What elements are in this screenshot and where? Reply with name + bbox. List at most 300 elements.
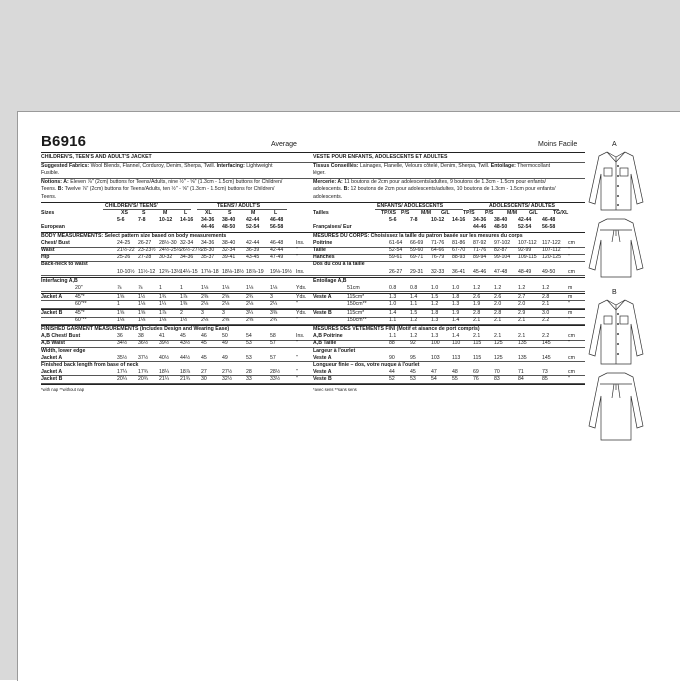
size-2: M <box>163 209 168 216</box>
back-length-b-value: 30 <box>201 375 207 382</box>
finished-waist-value: 49 <box>222 340 228 347</box>
jacket-b-yardage-unit: Yds. <box>296 310 307 316</box>
european-size-0: 44-46 <box>201 223 215 230</box>
finished-chest-label: A,B Poitrine <box>313 333 343 340</box>
back-length-b-value: 83 <box>494 375 500 382</box>
size-0: TP/XS <box>381 209 396 216</box>
body-row-value: 120-125 <box>542 254 562 261</box>
body-row-value: 42-44 <box>246 240 260 247</box>
jacket-a-yardage-value: 1¼ <box>159 300 167 307</box>
back-neck-row-value: 36-41 <box>452 268 466 275</box>
back-length-b-value: 84 <box>518 375 524 382</box>
finished-chest-value: 1.2 <box>410 333 418 340</box>
finished-width-value: 90 <box>389 354 395 361</box>
fabric-width: 60"** <box>75 300 87 307</box>
jacket-b-yardage-unit: m <box>568 310 573 316</box>
size-7: G/L <box>529 209 538 216</box>
finished-width-value: 49 <box>222 354 228 361</box>
jacket-b-back-drawing <box>585 370 647 444</box>
body-row-value: 26-27 <box>138 240 152 247</box>
finished-chest-value: 2.1 <box>518 333 526 340</box>
body-row-unit: " <box>296 247 298 254</box>
garment-title: VESTE POUR ENFANTS, ADOLESCENTS ET ADULTES <box>313 154 448 160</box>
jacket-b-yardage-value: 2.1 <box>473 317 481 324</box>
size-range-3: 14-16 <box>180 216 194 223</box>
back-length-b-value: 85 <box>542 375 548 382</box>
interfacing-row-value: 1⅛ <box>246 284 254 291</box>
european-size-3: 56-58 <box>270 223 284 230</box>
interfacing-row-value: 1.2 <box>518 284 526 291</box>
body-row-value: 24-25 <box>117 240 131 247</box>
interfacing-row-value: 1⅛ <box>222 284 230 291</box>
size-range-4: 34-36 <box>473 216 487 223</box>
interfacing-row-value: 1.0 <box>431 284 439 291</box>
back-length-a-value: 45 <box>410 368 416 375</box>
jacket-b-yardage-value: 3⅜ <box>270 310 278 316</box>
body-row-value: 43-45 <box>246 254 260 261</box>
back-length-b-value: 52 <box>389 375 395 382</box>
sizes-label: Tailles <box>313 209 329 216</box>
size-range-7: 46-48 <box>270 216 284 223</box>
interfacing-row-value: 1 <box>180 284 183 291</box>
back-length-b-value: 21¾ <box>180 375 191 382</box>
body-row-value: 30-32 <box>159 254 173 261</box>
fusible-line: Fusible. <box>41 170 60 177</box>
jacket-a-label: Veste A <box>313 293 332 300</box>
jacket-b-yardage-value: 2.2 <box>542 317 550 324</box>
body-row-unit: " <box>568 254 570 261</box>
jacket-b-yardage-value: 1.9 <box>452 310 460 316</box>
jacket-b-yardage-value: 1⅞ <box>159 310 167 316</box>
back-length-b-value: 33 <box>246 375 252 382</box>
finished-chest-value: 2.1 <box>473 333 481 340</box>
interfacing-row-value: 1.2 <box>473 284 481 291</box>
footnote: *avec sens **sans sens <box>313 387 357 392</box>
body-row-value: 47-49 <box>270 254 284 261</box>
interfacing-row-value: 1⅛ <box>201 284 209 291</box>
back-length-a-value: 27½ <box>222 368 233 375</box>
back-length-b-value: 32½ <box>222 375 233 382</box>
finished-width-value: 45 <box>201 354 207 361</box>
finished-waist-value: 115 <box>473 340 482 347</box>
fabrics-line: Suggested Fabrics: Wool Blends, Flannel, Corduroy, Denim, Sherpa, Twill. Interfacing: Lightweight <box>41 163 273 170</box>
jacket-b-label: Veste B <box>313 310 332 316</box>
jacket-a-yardage-value: 1.1 <box>410 300 418 307</box>
body-row-value: 34-36 <box>180 254 194 261</box>
body-row-unit: " <box>568 247 570 254</box>
finished-width-value: 115 <box>473 354 482 361</box>
jacket-a-yardage-value: 2⅛ <box>246 300 254 307</box>
jacket-b-yardage-value: 2⅝ <box>246 317 254 324</box>
jacket-a-yardage-unit: Yds. <box>296 293 307 300</box>
rule <box>41 384 313 385</box>
back-neck-row-value: 11½-12 <box>138 268 156 275</box>
back-length-a-value: 44 <box>389 368 395 375</box>
size-range-2: 10-12 <box>431 216 445 223</box>
back-neck-row-value: 10-10½ <box>117 268 135 275</box>
notions-line-1: Notions: A: Eleven ⅞" (2cm) buttons for Teens/Adults, nine ½" - ⅝" (1.3cm - 1.5cm) buttons for Children/ <box>41 179 283 186</box>
figure-label-b: B <box>612 289 617 296</box>
footnote: *with nap **without nap <box>41 387 85 392</box>
back-length-b-value: 54 <box>431 375 437 382</box>
body-row-value: 23-23½ <box>138 247 156 254</box>
fabric-width: 150cm** <box>347 300 367 307</box>
back-length-a-value: 73 <box>542 368 548 375</box>
finished-title: FINISHED GARMENT MEASUREMENTS (Includes Design and Wearing Ease) <box>41 326 230 333</box>
size-6: M/M <box>507 209 518 216</box>
jacket-b-yardage-value: 1.4 <box>389 310 397 316</box>
finished-waist-value: 34½ <box>117 340 128 347</box>
size-range-3: 14-16 <box>452 216 466 223</box>
body-row-value: 117-122 <box>542 240 561 247</box>
back-length-a-unit: cm <box>568 368 575 375</box>
back-length-b-value: 76 <box>473 375 479 382</box>
size-1: S <box>142 209 146 216</box>
back-length-a-label: Veste A <box>313 368 332 375</box>
fabric-width: 150cm** <box>347 317 367 324</box>
header-rule <box>313 152 585 153</box>
finished-chest-value: 38 <box>138 333 144 340</box>
top-margin-bar <box>0 0 680 111</box>
body-row-value: 26½-27½ <box>180 247 202 254</box>
body-row-value: 32-34 <box>222 247 236 254</box>
back-length-a-value: 27 <box>201 368 207 375</box>
jacket-b-yardage-value: 1.3 <box>431 317 439 324</box>
interfacing-row-value: 1 <box>159 284 162 291</box>
finished-title: MESURES DES VÊTEMENTS FINI (Motif et aisance de port compris) <box>313 326 480 333</box>
back-neck-row-value: 26-27 <box>389 268 403 275</box>
back-neck-label: Back-neck to waist <box>41 261 88 268</box>
body-row-value: 97-102 <box>494 240 511 247</box>
jacket-a-yardage-unit: " <box>568 300 570 307</box>
body-row-value: 25-26 <box>117 254 131 261</box>
size-range-6: 42-44 <box>246 216 260 223</box>
jacket-b-yardage-value: 2 <box>180 310 183 316</box>
finished-waist-value: 57 <box>270 340 276 347</box>
size-5: S <box>228 209 232 216</box>
interfacing-row-unit: m <box>568 284 573 291</box>
size-range-1: 7-8 <box>410 216 418 223</box>
european-size-2: 52-54 <box>518 223 532 230</box>
body-row-value: 69-71 <box>410 254 424 261</box>
finished-chest-value: 41 <box>159 333 165 340</box>
jacket-b-yardage-value: 2.8 <box>494 310 502 316</box>
fabric-width: 45"* <box>75 310 85 316</box>
european-size-1: 48-50 <box>222 223 236 230</box>
jacket-a-yardage-value: 2.6 <box>473 293 481 300</box>
interfacing-row-unit: Yds. <box>296 284 307 291</box>
size-6: M <box>251 209 256 216</box>
interfacing-title: Entoilage A,B <box>313 277 347 284</box>
size-0: XS <box>121 209 128 216</box>
jacket-a-yardage-value: 2.6 <box>494 293 502 300</box>
jacket-b-yardage-value: 2⅝ <box>222 317 230 324</box>
body-row-value: 88-93 <box>452 254 466 261</box>
finished-chest-value: 36 <box>117 333 123 340</box>
back-length-b-value: 21¼ <box>159 375 170 382</box>
jacket-a-yardage-value: 1.3 <box>452 300 460 307</box>
finished-chest-value: 46 <box>201 333 207 340</box>
notions-line-2: Teens. B: Twelve ⅞" (2cm) buttons for Teens/Adults, ten ½" - ⅝" (1.3cm - 1.5cm) buttons for Children/ <box>41 186 275 193</box>
jacket-b-yardage-value: 1⅝ <box>138 310 146 316</box>
back-length-b-label: Jacket B <box>41 375 63 382</box>
group-heading-children: CHILDREN'S/ TEENS' <box>105 202 158 209</box>
size-2: M/M <box>421 209 432 216</box>
body-row-unit: " <box>296 254 298 261</box>
body-measurements-title: MESURES DU CORPS: Choisissez la taille du patron basée sur les mesures du corps <box>313 233 523 239</box>
interfacing-row-value: 0.8 <box>410 284 418 291</box>
finished-waist-value: 92 <box>410 340 416 347</box>
group-heading-adults: ADOLESCENTS/ ADULTES <box>489 202 555 209</box>
interfacing-row-value: 1.0 <box>452 284 460 291</box>
jacket-b-yardage-value: 1⅛ <box>138 317 146 324</box>
back-length-b-value: 33½ <box>270 375 281 382</box>
back-length-a-value: 71 <box>518 368 524 375</box>
finished-width-value: 44½ <box>180 354 191 361</box>
group-heading-children: ENFANTS/ ADOLESCENTS <box>377 202 444 209</box>
jacket-b-yardage-value: 2.9 <box>518 310 526 316</box>
finished-chest-value: 45 <box>180 333 186 340</box>
interfacing-row-value: ⅞ <box>117 284 122 291</box>
notions-line-1: Mercerie: A: 11 boutons de 2cm pour adolescents/adultes, 9 boutons de 1.3cm - 1.5cm pour enfants/ <box>313 179 547 186</box>
finished-width-value: 53 <box>246 354 252 361</box>
group-heading-adults: TEENS'/ ADULT'S <box>217 202 261 209</box>
finished-chest-unit: Ins. <box>296 333 305 340</box>
back-length-a-value: 18¼ <box>159 368 170 375</box>
finished-width-unit: " <box>296 354 298 361</box>
finished-waist-value: 36½ <box>138 340 149 347</box>
back-neck-label: Dos du cou à la taille <box>313 261 365 268</box>
fabric-width: 45"* <box>75 293 85 300</box>
jacket-b-yardage-value: 3¼ <box>246 310 254 316</box>
body-row-label: Waist <box>41 247 55 254</box>
jacket-a-yardage-unit: m <box>568 293 573 300</box>
size-5: P/S <box>485 209 494 216</box>
size-7: L <box>274 209 278 216</box>
jacket-a-yardage-value: 1.4 <box>410 293 418 300</box>
finished-chest-value: 54 <box>246 333 252 340</box>
body-row-value: 107-112 <box>518 240 537 247</box>
body-row-value: 59-60 <box>410 247 424 254</box>
jacket-b-yardage-value: 1.1 <box>389 317 397 324</box>
body-row-value: 32-34 <box>180 240 194 247</box>
size-range-5: 38-40 <box>222 216 236 223</box>
finished-waist-value: 88 <box>389 340 395 347</box>
body-row-value: 71-76 <box>431 240 445 247</box>
body-row-value: 46-48 <box>270 240 284 247</box>
back-length-b-unit: " <box>296 375 298 382</box>
back-length-b-unit: " <box>568 375 570 382</box>
jacket-b-yardage-value: 3 <box>222 310 225 316</box>
interfacing-width: 20" <box>75 284 83 291</box>
jacket-a-yardage-value: 1½ <box>138 293 146 300</box>
body-row-value: 92-99 <box>518 247 532 254</box>
body-row-label: Chest/ Bust <box>41 240 70 247</box>
size-4: XL <box>205 209 212 216</box>
finished-chest-value: 2.1 <box>494 333 502 340</box>
back-neck-row-value: 49-50 <box>542 268 556 275</box>
body-row-value: 38-40 <box>222 240 236 247</box>
jacket-b-yardage-value: 3.0 <box>542 310 550 316</box>
back-length-b-value: 55 <box>452 375 458 382</box>
interfacing-row-value: 1.2 <box>494 284 502 291</box>
jacket-b-yardage-value: 1⅛ <box>117 317 125 324</box>
jacket-a-yardage-value: 1⅛ <box>138 300 146 307</box>
finished-chest-value: 1.3 <box>431 333 439 340</box>
finished-chest-value: 2.2 <box>542 333 550 340</box>
jacket-a-yardage-value: 2.8 <box>542 293 550 300</box>
notions-line-3: adolescents. <box>313 193 343 200</box>
skill-level: Moins Facile <box>538 141 578 148</box>
size-range-5: 38-40 <box>494 216 508 223</box>
body-row-label: Hip <box>41 254 50 261</box>
sizes-label: Sizes <box>41 209 55 216</box>
european-label: European <box>41 223 65 230</box>
rule <box>41 202 313 203</box>
finished-width-value: 37½ <box>138 354 149 361</box>
back-neck-row-value: 18⅞-19 <box>246 268 264 275</box>
finished-waist-value: 110 <box>452 340 461 347</box>
jacket-a-front-drawing <box>585 148 647 214</box>
finished-width-value: 113 <box>452 354 461 361</box>
back-neck-row-unit: cm <box>568 268 575 275</box>
body-row-value: 64-66 <box>431 247 445 254</box>
back-length-b-value: 20¼ <box>117 375 128 382</box>
width-lower-label: Width, lower edge <box>41 347 86 354</box>
finished-width-value: 135 <box>518 354 527 361</box>
body-row-value: 21½-22 <box>117 247 135 254</box>
finished-chest-label: A,B Chest/ Bust <box>41 333 81 340</box>
finished-width-value: 35½ <box>117 354 128 361</box>
group-rule <box>103 209 191 210</box>
notions-line-3: Teens. <box>41 193 57 200</box>
size-range-7: 46-48 <box>542 216 556 223</box>
jacket-a-yardage-value: 2¾ <box>246 293 254 300</box>
size-range-1: 7-8 <box>138 216 146 223</box>
pattern-code: B6916 <box>41 133 87 150</box>
jacket-b-yardage-value: 1.5 <box>410 310 418 316</box>
jacket-a-yardage-value: 1¾ <box>159 293 167 300</box>
finished-chest-value: 50 <box>222 333 228 340</box>
jacket-b-yardage-value: 1⅛ <box>159 317 167 324</box>
body-row-value: 36-39 <box>246 247 260 254</box>
back-neck-row-value: 29-31 <box>410 268 424 275</box>
interfacing-row-value: ⅞ <box>138 284 143 291</box>
back-length-a-label: Jacket A <box>41 368 63 375</box>
body-row-value: 28-30 <box>201 247 215 254</box>
jacket-b-yardage-value: 1½ <box>180 317 188 324</box>
jacket-b-yardage-value: 1.2 <box>410 317 418 324</box>
jacket-a-yardage-value: 2.0 <box>494 300 502 307</box>
fabric-width: 115cm* <box>347 293 365 300</box>
jacket-a-yardage-value: 1.0 <box>389 300 397 307</box>
back-neck-row-value: 32-33 <box>431 268 445 275</box>
finished-waist-value: 100 <box>431 340 440 347</box>
finished-waist-unit: " <box>568 340 570 347</box>
fusible-line: léger. <box>313 170 326 177</box>
jacket-a-yardage-value: 1⅝ <box>117 293 125 300</box>
jacket-a-yardage-value: 2⅛ <box>201 300 209 307</box>
interfacing-row-value: 1⅛ <box>270 284 278 291</box>
back-neck-row-value: 19⅛-19½ <box>270 268 292 275</box>
jacket-b-front-drawing <box>585 296 647 368</box>
finished-chest-unit: cm <box>568 333 575 340</box>
finished-width-value: 103 <box>431 354 440 361</box>
body-row-value: 71-76 <box>473 247 487 254</box>
back-neck-row-value: 47-48 <box>494 268 508 275</box>
rule <box>41 277 313 278</box>
size-range-2: 10-12 <box>159 216 173 223</box>
back-length-b-label: Veste B <box>313 375 332 382</box>
body-row-value: 99-104 <box>494 254 511 261</box>
interfacing-title: Interfacing A,B <box>41 277 78 284</box>
back-length-a-value: 28½ <box>270 368 281 375</box>
jacket-a-yardage-value: 3 <box>270 293 273 300</box>
finished-waist-value: 145 <box>542 340 551 347</box>
finished-waist-label: A,B Waist <box>41 340 66 347</box>
fabric-width: 115cm* <box>347 310 365 316</box>
jacket-a-yardage-value: 1.9 <box>473 300 481 307</box>
header-rule <box>41 152 313 153</box>
size-1: P/S <box>401 209 410 216</box>
jacket-b-yardage-unit: " <box>568 317 570 324</box>
body-row-value: 52-54 <box>389 247 403 254</box>
size-range-0: 5-6 <box>117 216 125 223</box>
body-row-value: 61-64 <box>389 240 403 247</box>
body-row-value: 66-69 <box>410 240 424 247</box>
jacket-a-yardage-value: 1.2 <box>431 300 439 307</box>
jacket-a-yardage-value: 1 <box>117 300 120 307</box>
finished-chest-value: 1.1 <box>389 333 397 340</box>
back-length-b-value: 53 <box>410 375 416 382</box>
body-row-value: 39-41 <box>222 254 236 261</box>
back-neck-row-value: 12¾-13½ <box>159 268 181 275</box>
back-length-a-value: 69 <box>473 368 479 375</box>
envelope-panel <box>17 111 680 681</box>
jacket-a-label: Jacket A <box>41 293 63 300</box>
finished-waist-value: 39½ <box>159 340 170 347</box>
finished-width-value: 125 <box>494 354 503 361</box>
jacket-a-yardage-unit: " <box>296 300 298 307</box>
interfacing-row-value: 0.8 <box>389 284 397 291</box>
body-row-value: 59-61 <box>389 254 403 261</box>
fabrics-line: Tissus Conseillés: Lainages, Flanelle, Velours côtelé, Denim, Sherpa, Twill. Entoilage: Thermocollant <box>313 163 551 170</box>
figure-label-a: A <box>612 141 617 148</box>
jacket-a-yardage-value: 2.0 <box>518 300 526 307</box>
size-3: L <box>184 209 188 216</box>
rule <box>313 277 585 278</box>
back-neck-row-value: 45-46 <box>473 268 487 275</box>
body-row-value: 24½-25½ <box>159 247 181 254</box>
jacket-a-yardage-value: 1.8 <box>452 293 460 300</box>
jacket-a-yardage-value: 1.3 <box>389 293 397 300</box>
body-row-value: 76-79 <box>431 254 445 261</box>
jacket-b-label: Jacket B <box>41 310 63 316</box>
garment-title: CHILDREN'S, TEEN'S AND ADULT'S JACKET <box>41 154 152 160</box>
body-row-value: 81-86 <box>452 240 466 247</box>
body-row-label: Poitrine <box>313 240 333 247</box>
back-length-a-value: 17¼ <box>117 368 128 375</box>
body-row-value: 42-44 <box>270 247 284 254</box>
european-size-3: 56-58 <box>542 223 556 230</box>
body-row-unit: Ins. <box>296 240 305 247</box>
jacket-a-yardage-value: 1.5 <box>431 293 439 300</box>
jacket-a-back-drawing <box>585 216 647 282</box>
size-3: G/L <box>441 209 450 216</box>
back-length-a-value: 48 <box>452 368 458 375</box>
finished-chest-value: 1.4 <box>452 333 460 340</box>
body-row-unit: cm <box>568 240 575 247</box>
